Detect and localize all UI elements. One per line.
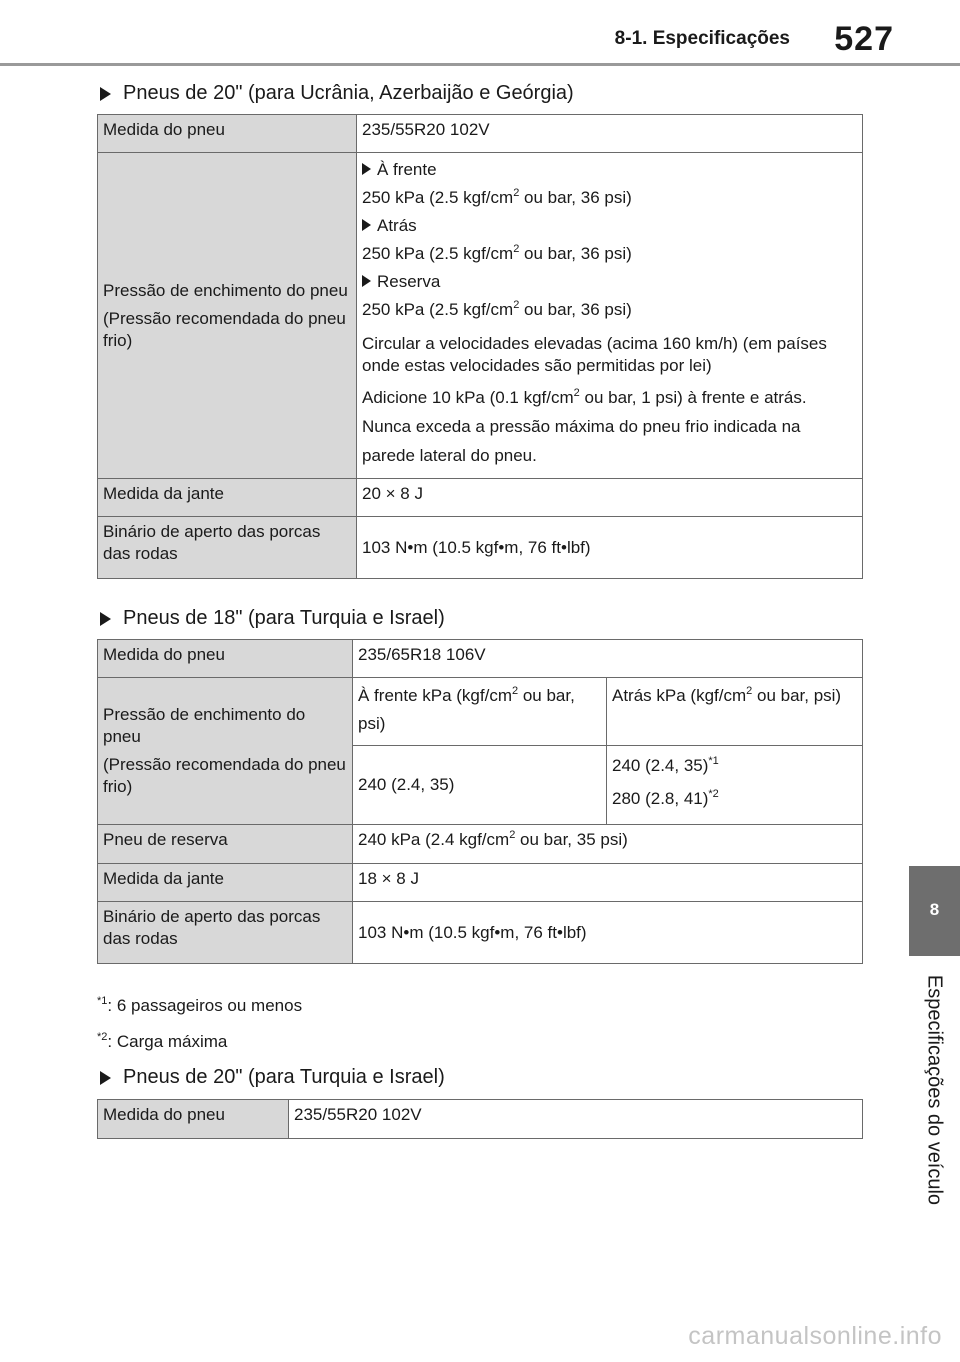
section-title-text: Pneus de 18" (para Turquia e Israel)	[123, 607, 445, 629]
footnote-mark: *1	[97, 995, 108, 1007]
value-text: 280 (2.8, 41)	[612, 789, 709, 808]
section-title-20in-turkey	[100, 1066, 445, 1089]
front-label: À frente	[377, 160, 437, 179]
header-text: Atrás kPa (kgf/cm	[612, 686, 747, 705]
superscript: 2	[513, 243, 520, 255]
rear-pressure-values	[607, 746, 863, 825]
section-heading: 8-1. Especificações	[614, 28, 790, 49]
table-row	[98, 825, 863, 864]
chapter-number: 8	[929, 900, 940, 919]
spare-tire-value	[353, 825, 863, 864]
watermark: carmanualsonline.info	[688, 1322, 942, 1350]
arrow-right-icon	[100, 612, 111, 626]
table-row	[98, 678, 863, 746]
torque-label: Binário de aperto das porcas das rodas	[98, 517, 357, 579]
value-text: ou bar, 36 psi)	[519, 244, 632, 263]
table-row	[98, 1100, 863, 1139]
arrow-right-icon	[100, 87, 111, 101]
value-text: ou bar, 36 psi)	[519, 188, 632, 207]
spare-heading	[362, 271, 857, 293]
section-title-text: Pneus de 20" (para Turquia e Israel)	[123, 1066, 445, 1088]
rim-size-label: Medida da jante	[98, 864, 353, 902]
note-text: ou bar, 1 psi) à frente e atrás. Nunca exceda a pressão máxima do pneu frio indicada na parede lateral do pneu.	[362, 388, 807, 465]
superscript: 2	[512, 685, 519, 697]
tire-size-value: 235/65R18 106V	[353, 640, 863, 678]
pressure-label: Pressão de enchimento do pneu	[103, 705, 306, 746]
tire-size-label: Medida do pneu	[98, 640, 353, 678]
tire-size-value: 235/55R20 102V	[357, 115, 863, 153]
torque-value: 103 N•m (10.5 kgf•m, 76 ft•lbf)	[353, 902, 863, 964]
value-text: ou bar, 35 psi)	[515, 830, 628, 849]
tire-size-label: Medida do pneu	[98, 1100, 289, 1139]
footnote-mark: *2	[97, 1031, 108, 1043]
tire-spec-table-3	[97, 1099, 863, 1139]
table-row	[98, 517, 863, 579]
arrow-right-icon	[100, 1071, 111, 1085]
pressure-label-note: (Pressão recomendada do pneu frio)	[103, 308, 346, 350]
superscript: 2	[513, 187, 520, 199]
arrow-right-icon	[362, 275, 371, 287]
arrow-right-icon	[362, 219, 371, 231]
tire-spec-table-1	[97, 114, 863, 579]
spare-label: Reserva	[377, 272, 441, 291]
value-text: 250 kPa (2.5 kgf/cm	[362, 300, 514, 319]
footnote-1	[97, 996, 302, 1016]
chapter-tab	[909, 866, 960, 956]
value-text: 240 (2.4, 35)	[612, 756, 709, 775]
chapter-title: Especificações do veículo	[923, 974, 946, 1206]
table-row	[98, 153, 863, 479]
torque-label: Binário de aperto das porcas das rodas	[98, 902, 353, 964]
rim-size-value: 18 × 8 J	[353, 864, 863, 902]
superscript: 2	[746, 685, 753, 697]
rear-heading	[362, 215, 857, 237]
high-speed-note: Circular a velocidades elevadas (acima 160 km/h) (em países onde estas velocidades são permitidas por lei)	[362, 334, 827, 375]
pressure-label-cell	[98, 153, 357, 479]
footnote-mark: *2	[708, 788, 719, 800]
superscript: 2	[513, 299, 520, 311]
header-text: ou bar, psi)	[752, 686, 842, 705]
footnote-2	[97, 1032, 227, 1052]
value-text: 240 kPa (2.4 kgf/cm	[358, 830, 510, 849]
front-pressure	[362, 187, 857, 209]
table-row	[98, 479, 863, 517]
tire-spec-table-2	[97, 639, 863, 964]
footnote-mark: *1	[708, 755, 719, 767]
header-text: À frente kPa (kgf/cm	[358, 686, 512, 705]
pressure-label: Pressão de enchimento do pneu	[103, 280, 348, 300]
header-text: ou bar, psi)	[358, 686, 575, 733]
table-row	[98, 640, 863, 678]
front-pressure-value: 240 (2.4, 35)	[353, 746, 607, 825]
table-row	[98, 864, 863, 902]
table-row	[98, 902, 863, 964]
section-title-18in-turkey	[100, 607, 445, 630]
page-header	[0, 0, 960, 66]
rim-size-label: Medida da jante	[98, 479, 357, 517]
spare-tire-label: Pneu de reserva	[98, 825, 353, 864]
rear-label: Atrás	[377, 216, 417, 235]
spare-pressure	[362, 299, 857, 321]
note-text: Adicione 10 kPa (0.1 kgf/cm	[362, 388, 574, 407]
add-pressure-note	[362, 383, 857, 470]
value-text: 250 kPa (2.5 kgf/cm	[362, 188, 514, 207]
footnote-text: : Carga máxima	[107, 1032, 228, 1051]
pressure-values-cell	[357, 153, 863, 479]
rear-pressure-normal	[612, 755, 857, 777]
page-number: 527	[834, 20, 894, 58]
section-title-text: Pneus de 20" (para Ucrânia, Azerbaijão e Geórgia)	[123, 82, 574, 104]
torque-value: 103 N•m (10.5 kgf•m, 76 ft•lbf)	[357, 517, 863, 579]
table-row	[98, 115, 863, 153]
rear-pressure-max	[612, 788, 857, 810]
rear-column-header	[607, 678, 863, 746]
pressure-label-note: (Pressão recomendada do pneu frio)	[103, 755, 346, 796]
tire-size-label: Medida do pneu	[98, 115, 357, 153]
front-column-header	[353, 678, 607, 746]
section-title-20in-ukraine	[100, 82, 574, 105]
header-divider	[0, 63, 960, 66]
superscript: 2	[573, 387, 580, 399]
rim-size-value: 20 × 8 J	[357, 479, 863, 517]
footnote-text: : 6 passageiros ou menos	[107, 996, 303, 1015]
front-heading	[362, 159, 857, 181]
pressure-label-cell	[98, 678, 353, 825]
value-text: ou bar, 36 psi)	[519, 300, 632, 319]
value-text: 250 kPa (2.5 kgf/cm	[362, 244, 514, 263]
tire-size-value: 235/55R20 102V	[289, 1100, 863, 1139]
arrow-right-icon	[362, 163, 371, 175]
rear-pressure	[362, 243, 857, 265]
superscript: 2	[509, 829, 516, 841]
